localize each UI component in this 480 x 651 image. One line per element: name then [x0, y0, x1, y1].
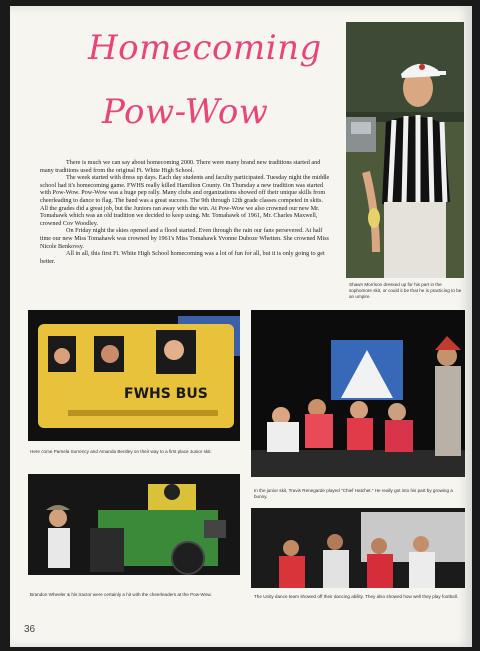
title-line-2: Pow-Wow: [102, 92, 269, 132]
page-number: 36: [24, 624, 36, 635]
bus-photo: [28, 310, 240, 441]
paragraph: On Friday night the skies opened and a flood started. Even through the rain our fans persevered. At half time our new Miss Tomahawk was crowned by 1961's Miss Tomahawk Yvonne Duboze Whetten. She crowned Miss Nicole Benkovsy.: [40, 227, 329, 250]
tractor-photo: [28, 474, 240, 575]
referee-photo: [346, 22, 464, 278]
bus-caption: Here come Pamela Surrency and Amanda Bentley on their way to a first place Junior skit.: [30, 449, 212, 454]
dance-caption: The Unity dance team showed off their dancing ability. They also showed how well they play football.: [254, 594, 459, 599]
dance-photo: [251, 508, 465, 588]
tractor-caption: Brandon Wheeler & his tractor were certainly a hit with the cheerleaders at the Pow-Wow.: [30, 592, 212, 597]
paragraph: The week started with dress up days. Each day students and faculty participated. Tuesday night the middle school had it's homecoming game. FWHS really killed Hamilton County. On Thursday a new tradition was started with Pow-Wow. Pow-Wow was a huge pep rally. Many clubs and organizations showed off their unique skills from cheerleading to dance to flag. The band was a great success. The 9th through 12th grade classes competed in skits. All the grades did a great job, but the Juniors ran away with the win. At Pow-Wow we also crowned our new Mr. Tomahawk which was an old tradition we decided to keep using. Mr. Tomahawk of 1961, Mr. Charles Maxwell, crowned Cov Woodley.: [40, 174, 330, 227]
bus-sign-text: FWHS BUS: [124, 386, 208, 402]
skit-photo: [251, 310, 465, 477]
article-body: [40, 159, 330, 265]
title-line-1: Homecoming: [88, 28, 322, 68]
skit-caption: In the junior skit, Travis Renegarde played "Chief Hatchet." He really got into his part by growing a bunny.: [254, 488, 453, 499]
paragraph: There is much we can say about homecoming 2000. There were many brand new traditions started and many traditions used from the original Ft. White High School.: [40, 159, 321, 174]
referee-caption: Shawn Morrison dressed up for his part in the sophomore skit, or could it be that he is practicing to be an umpire.: [349, 282, 462, 299]
paragraph: All in all, this first Ft. White High School homecoming was a lot of fun for all, but it is only going to get better.: [40, 250, 325, 265]
yearbook-page: [10, 6, 472, 647]
